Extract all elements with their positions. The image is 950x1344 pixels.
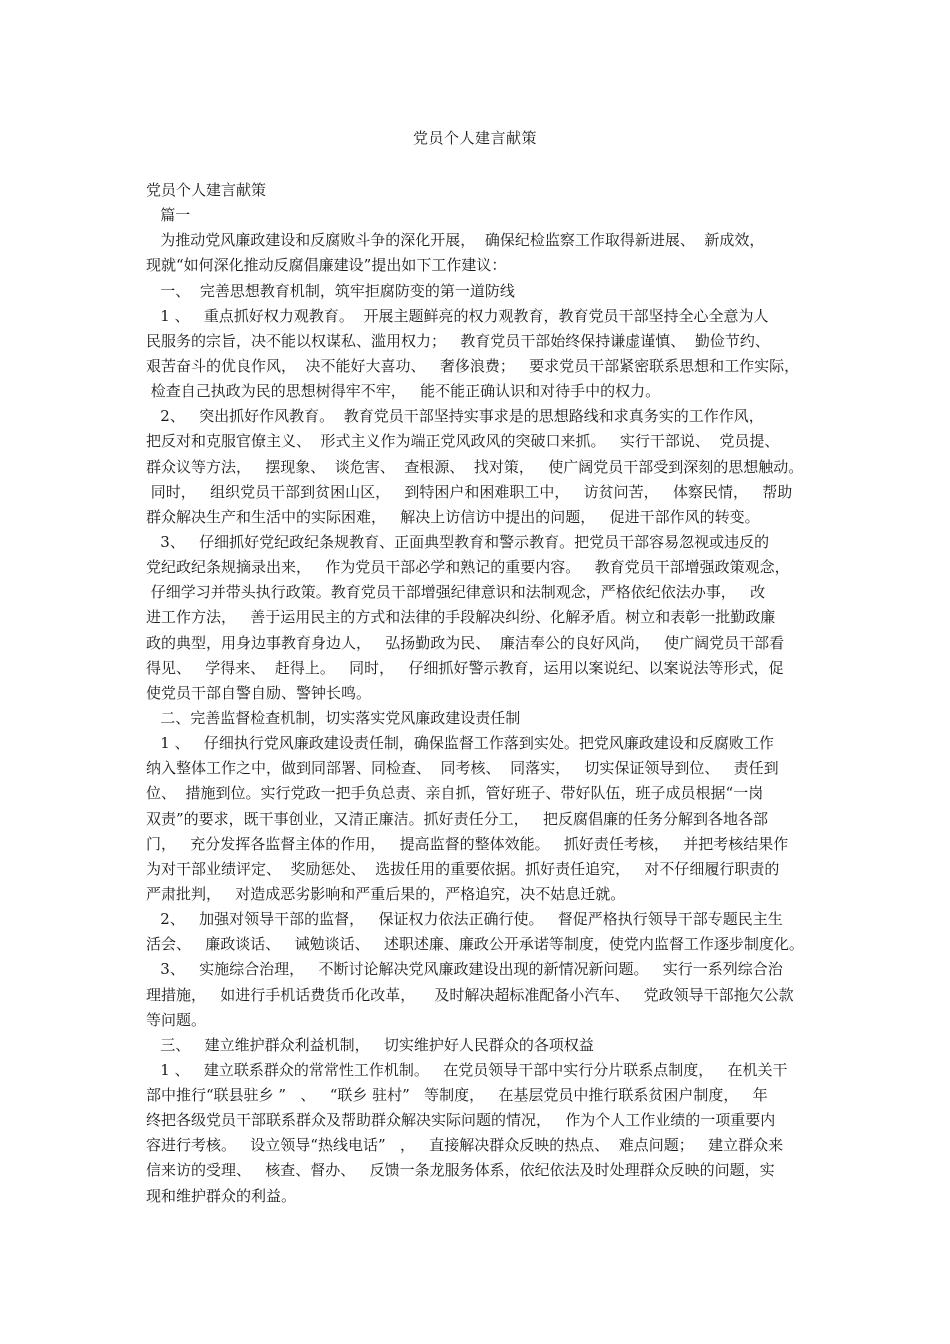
body-line: 把反对和克服官僚主义、 形式主义作为端正党风政风的突破口来抓。 实行干部说、 党员提、	[146, 432, 780, 451]
body-line: 位、 措施到位。实行党政一把手负总责、亲自抓，管好班子、带好队伍，班子成员根据“一岗	[146, 784, 764, 803]
body-line: 使党员干部自警自励、警钟长鸣。	[146, 683, 372, 702]
body-line: 终把各级党员干部联系群众及帮助群众解决实际问题的情况， 作为个人工作业绩的一项重要内	[146, 1111, 776, 1130]
body-line: 3、 仔细抓好党纪政纪条规教育、正面典型教育和警示教育。把党员干部容易忽视或违反的	[146, 532, 770, 551]
body-line: 理措施， 如进行手机话费货币化改革， 及时解决超标准配备小汽车、 党政领导干部拖欠公款	[146, 985, 794, 1004]
body-line: 得见、 学得来、 赶得上。 同时， 仔细抓好警示教育，运用以案说纪、以案说法等形式，促	[146, 658, 784, 677]
body-line: 为对干部业绩评定、 奖励惩处、 选拔任用的重要依据。抓好责任追究， 对不仔细履行职责的	[146, 859, 780, 878]
body-line: 1 、 仔细执行党风廉政建设责任制，确保监督工作落到实处。把党风廉政建设和反腐败工作	[146, 734, 774, 753]
body-line: 党纪政纪条规摘录出来， 作为党员干部必学和熟记的重要内容。 教育党员干部增强政策观念，	[146, 558, 790, 577]
body-line: 纳入整体工作之中，做到同部署、同检查、 同考核、 同落实， 切实保证领导到位、 责任到	[146, 759, 779, 778]
body-line: 为推动党风廉政建设和反腐败斗争的深化开展， 确保纪检监察工作取得新进展、 新成效，	[146, 231, 765, 250]
body-line: 进工作方法， 善于运用民主的方式和法律的手段解决纠纷、化解矛盾。树立和表彰一批勤政廉	[146, 608, 776, 627]
body-line: 二、完善监督检查机制，切实落实党风廉政建设责任制	[146, 708, 521, 727]
body-line: 仔细学习并带头执行政策。教育党员干部增强纪律意识和法制观念，严格依纪依法办事， 改	[146, 583, 766, 602]
body-line: 三、 建立维护群众利益机制， 切实维护好人民群众的各项权益	[146, 1035, 594, 1054]
body-line: 群众议等方法， 摆现象、 谈危害、 查根源、 找对策， 使广阔党员干部受到深刻的思想触动。	[146, 457, 804, 476]
body-line: 同时， 组织党员干部到贫困山区， 到特困户和困难职工中， 访贫问苦， 体察民情， 帮助	[146, 482, 793, 501]
body-line: 1 、 重点抓好权力观教育。 开展主题鲜亮的权力观教育，教育党员干部坚持全心全意为人	[146, 306, 769, 325]
body-line: 民服务的宗旨，决不能以权谋私、滥用权力； 教育党员干部始终保持谦虚谨慎、 勤俭节约、	[146, 331, 770, 350]
document-body	[146, 178, 826, 1209]
body-line: 部中推行“联县驻乡 ” 、 “联乡 驻村” 等制度， 在基层党员中推行联系贫困户制度， 年	[146, 1086, 768, 1105]
body-line: 严肃批判， 对造成恶劣影响和严重后果的，严格追究，决不姑息迁就。	[146, 884, 626, 903]
body-line: 一、 完善思想教育机制，筑牢拒腐防变的第一道防线	[146, 281, 515, 300]
body-line: 艰苦奋斗的优良作风， 决不能好大喜功、 奢侈浪费； 要求党员干部紧密联系思想和工作实际，	[146, 356, 800, 375]
body-line: 3、 实施综合治理， 不断讨论解决党风廉政建设出现的新情况新问题。 实行一系列综合治	[146, 960, 783, 979]
body-line: 政的典型，用身边事教育身边人， 弘扬勤政为民、 廉洁奉公的良好风尚， 使广阔党员干部看	[146, 633, 785, 652]
body-line: 门， 充分发挥各监督主体的作用， 提高监督的整体效能。 抓好责任考核， 并把考核结果作	[146, 834, 789, 853]
body-line: 2、 突出抓好作风教育。 教育党员干部坚持实事求是的思想路线和求真务实的工作作风，	[146, 407, 764, 426]
body-line: 现就“如何深化推动反腐倡廉建设”提出如下工作建议：	[146, 256, 507, 275]
body-line: 1 、 建立联系群众的常常性工作机制。 在党员领导干部中实行分片联系点制度， 在机关干	[146, 1060, 788, 1079]
page-title: 党员个人建言献策	[412, 129, 537, 147]
body-line: 容进行考核。 设立领导“热线电话” ， 直接解决群众反映的热点、 难点问题； 建立群众来	[146, 1136, 784, 1155]
body-line: 活会、 廉政谈话、 诫勉谈话、 述职述廉、廉政公开承诺等制度，使党内监督工作逐步制度化。	[146, 935, 804, 954]
body-line: 现和维护群众的利益。	[146, 1186, 297, 1205]
body-line: 信来访的受理、 核查、督办、 反馈一条龙服务体系，依纪依法及时处理群众反映的问题，实	[146, 1161, 775, 1180]
body-line: 双责”的要求，既干事创业，又清正廉洁。抓好责任分工， 把反腐倡廉的任务分解到各地各部	[146, 809, 768, 828]
body-line: 等问题。	[146, 1010, 207, 1029]
body-line: 2、 加强对领导干部的监督， 保证权力依法正确行使。 督促严格执行领导干部专题民主生	[146, 910, 783, 929]
body-line: 群众解决生产和生活中的实际困难， 解决上访信访中提出的问题， 促进干部作风的转变。	[146, 507, 760, 526]
body-line: 检查自己执政为民的思想树得牢不牢， 能不能正确认识和对待手中的权力。	[146, 382, 661, 401]
body-line: 篇一	[146, 206, 191, 225]
body-line: 党员个人建言献策	[146, 181, 267, 199]
